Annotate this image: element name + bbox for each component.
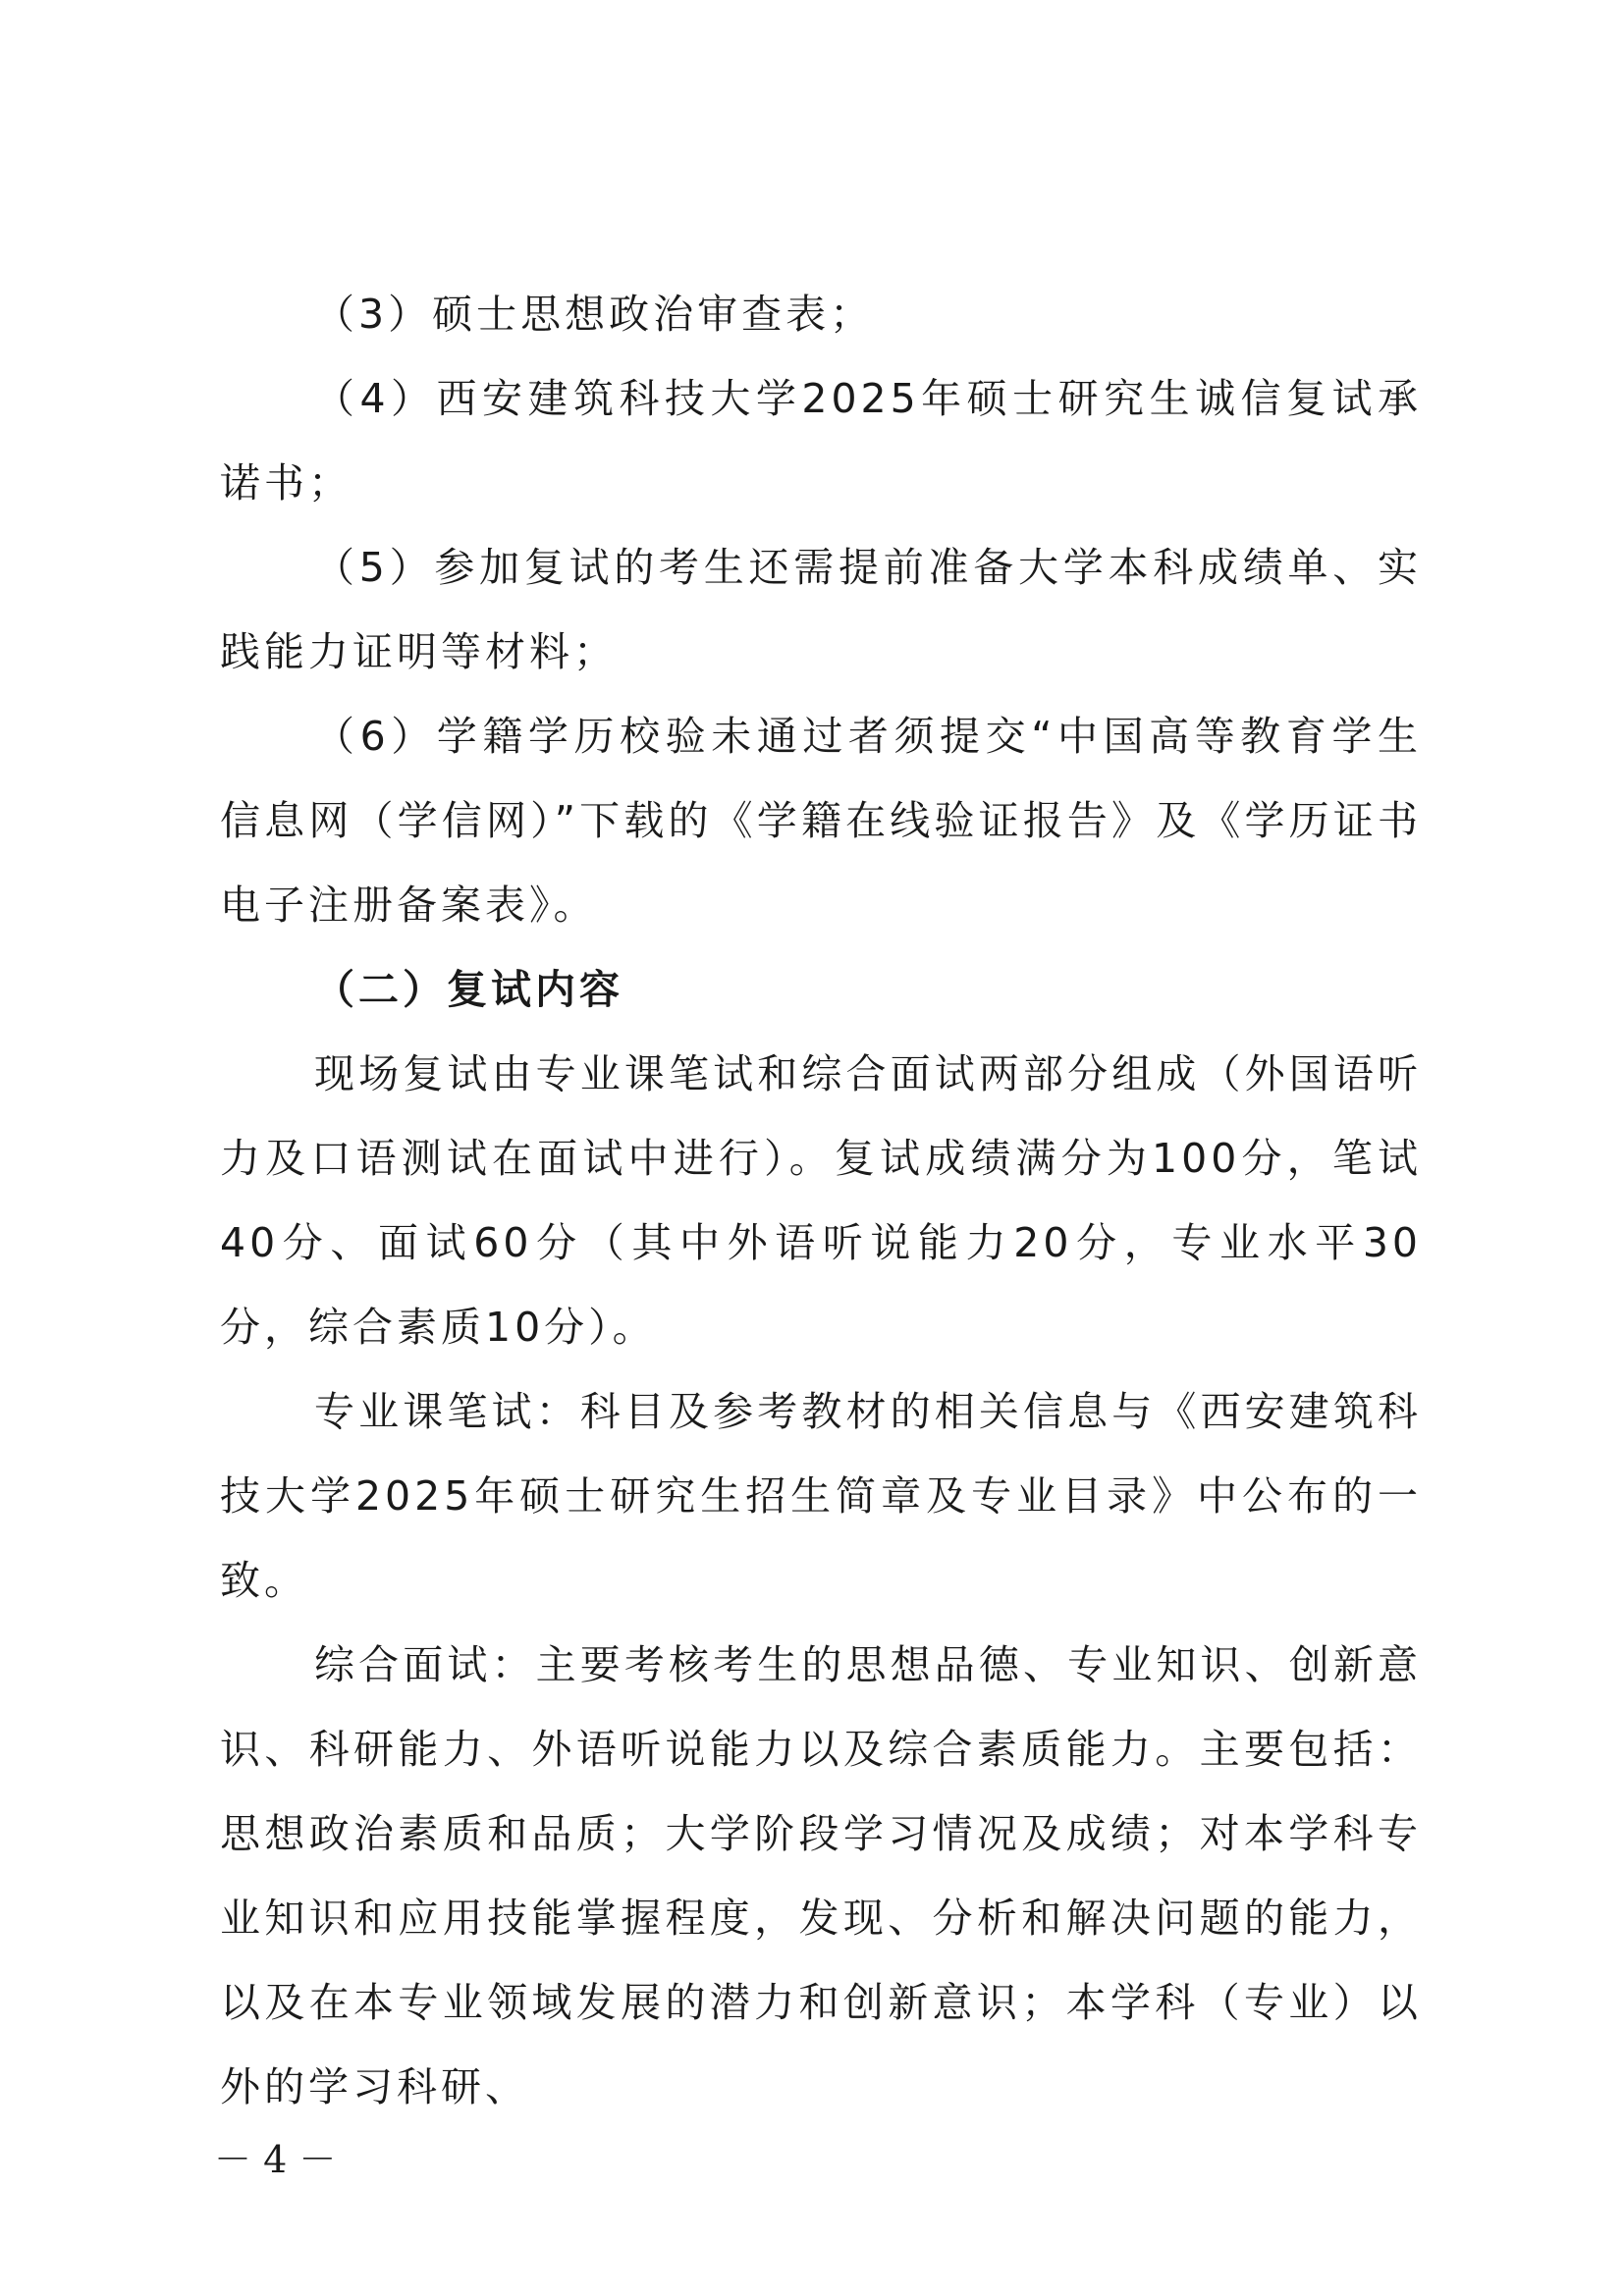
section-heading: （二）复试内容: [314, 966, 623, 1013]
paragraph-item-4: （4）西安建筑科技大学2025年硕士研究生诚信复试承诺书；: [220, 375, 1422, 507]
paragraph-item-6: （6）学籍学历校验未通过者须提交“中国高等教育学生信息网（学信网）”下载的《学籍在线验证报告》及《学历证书电子注册备案表》。: [220, 713, 1422, 929]
paragraph-written-exam: 专业课笔试：科目及参考教材的相关信息与《西安建筑科技大学2025年硕士研究生招生简章及专业目录》中公布的一致。: [220, 1388, 1422, 1604]
paragraph-interview: 综合面试：主要考核考生的思想品德、专业知识、创新意识、科研能力、外语听说能力以及综合素质能力。主要包括：思想政治素质和品质；大学阶段学习情况及成绩；对本学科专业知识和应用技能掌握程度，发现、分析和解决问题的能力，以及在本专业领域发展的潜力和创新意识；本学科（专业）以外的学习科研、: [220, 1641, 1422, 2110]
page-number: － 4 －: [214, 2138, 337, 2181]
paragraph-retest-composition: 现场复试由专业课笔试和综合面试两部分组成（外国语听力及口语测试在面试中进行）。复试成绩满分为100分，笔试40分、面试60分（其中外语听说能力20分，专业水平30分，综合素质10分）。: [220, 1050, 1422, 1351]
document-body: [220, 272, 1422, 2129]
paragraph-item-3: （3）硕士思想政治审查表；: [314, 291, 875, 338]
paragraph-item-5: （5）参加复试的考生还需提前准备大学本科成绩单、实践能力证明等材料；: [220, 544, 1422, 675]
